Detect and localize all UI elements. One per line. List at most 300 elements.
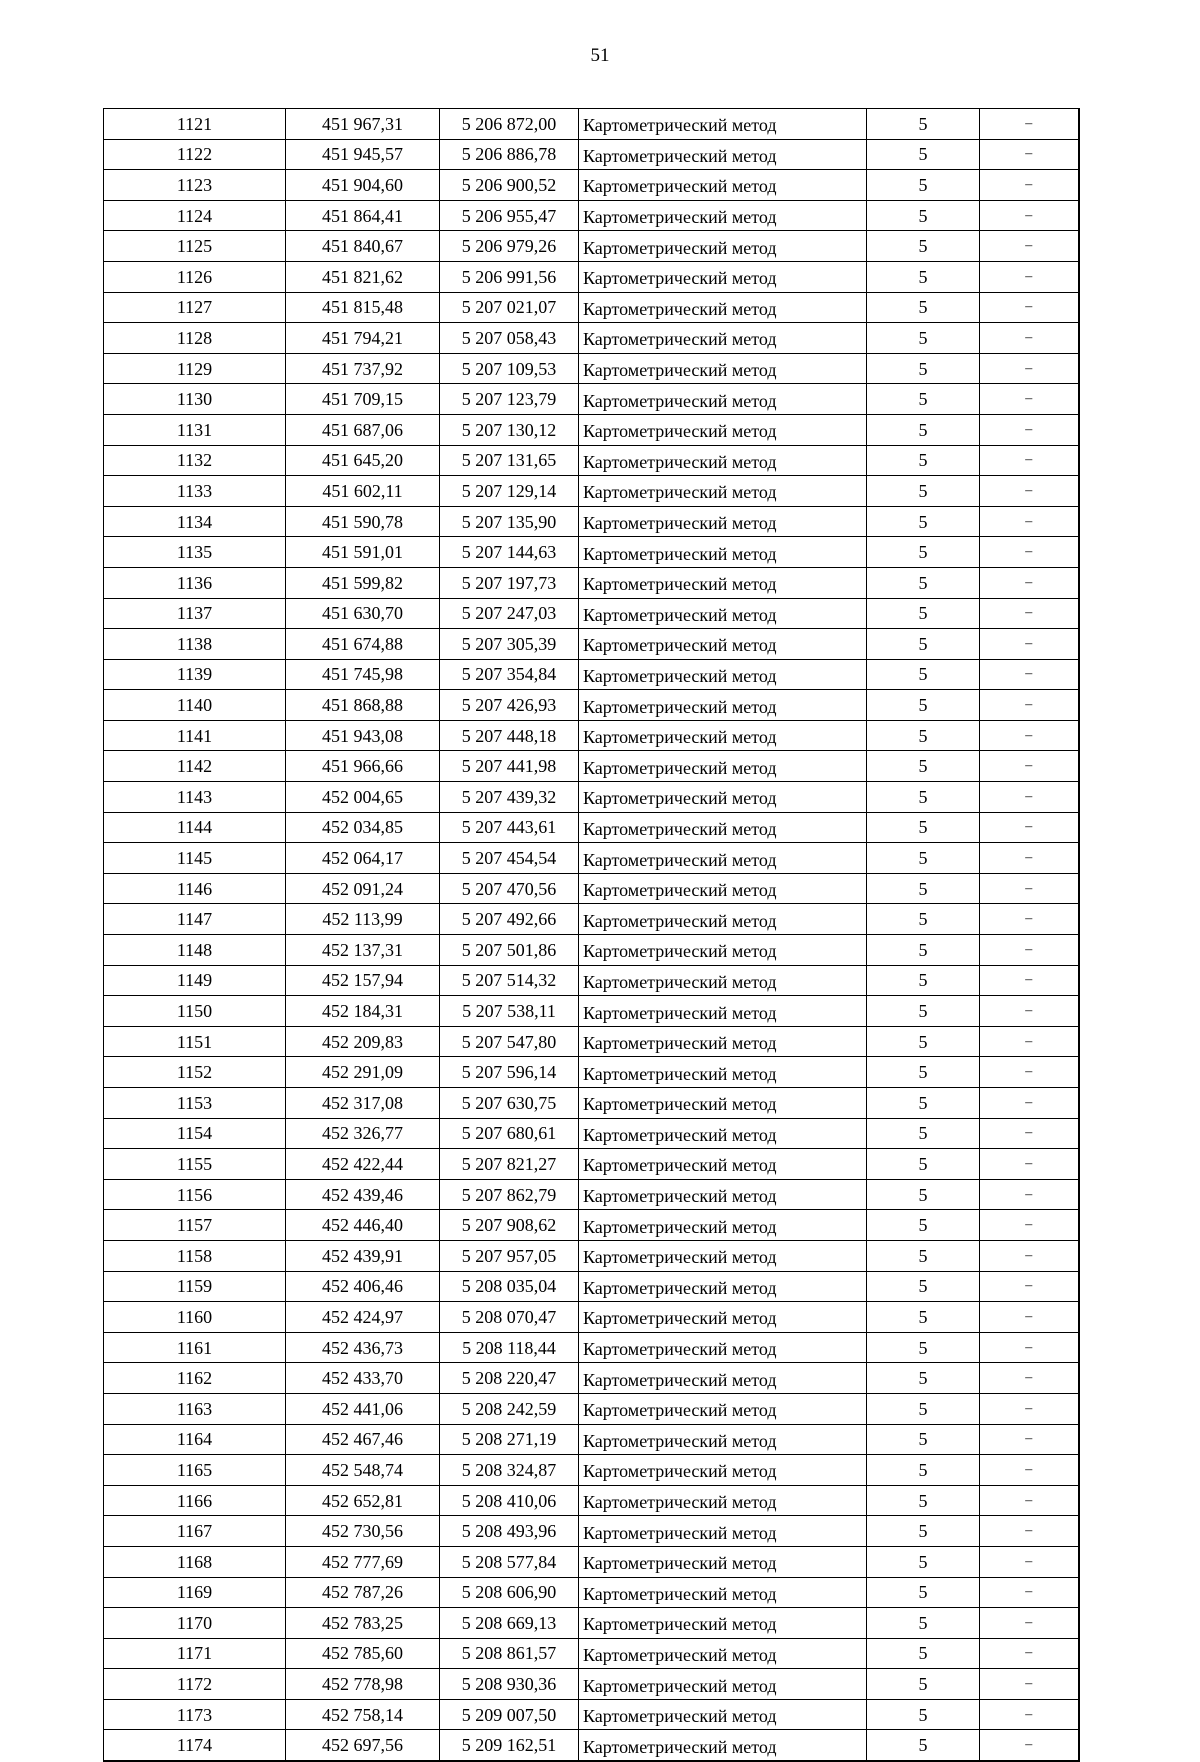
method-cell: Картометрический метод [579,873,867,904]
method-cell: Картометрический метод [579,1546,867,1577]
precision-cell: 5 [867,1118,980,1149]
note-cell: – [980,720,1079,751]
method-cell: Картометрический метод [579,659,867,690]
point-number-cell: 1148 [104,935,286,966]
x-coordinate-cell: 452 113,99 [286,904,440,935]
table-row [104,904,1079,935]
x-coordinate-cell: 451 945,57 [286,139,440,170]
y-coordinate-cell: 5 207 123,79 [440,384,579,415]
note-cell: – [980,1608,1079,1639]
y-coordinate-cell: 5 208 271,19 [440,1424,579,1455]
x-coordinate-cell: 452 783,25 [286,1608,440,1639]
table-row [104,996,1079,1027]
y-coordinate-cell: 5 207 821,27 [440,1149,579,1180]
x-coordinate-cell: 451 745,98 [286,659,440,690]
x-coordinate-cell: 452 467,46 [286,1424,440,1455]
x-coordinate-cell: 451 967,31 [286,109,440,140]
method-cell: Картометрический метод [579,843,867,874]
point-number-cell: 1138 [104,629,286,660]
x-coordinate-cell: 452 441,06 [286,1393,440,1424]
table-row [104,323,1079,354]
x-coordinate-cell: 451 590,78 [286,506,440,537]
precision-cell: 5 [867,873,980,904]
method-cell: Картометрический метод [579,1577,867,1608]
method-cell: Картометрический метод [579,476,867,507]
table-row [104,720,1079,751]
method-cell: Картометрический метод [579,1271,867,1302]
note-cell: – [980,996,1079,1027]
point-number-cell: 1170 [104,1608,286,1639]
note-cell: – [980,1455,1079,1486]
point-number-cell: 1163 [104,1393,286,1424]
table-row [104,1210,1079,1241]
point-number-cell: 1172 [104,1669,286,1700]
x-coordinate-cell: 452 439,91 [286,1240,440,1271]
x-coordinate-cell: 452 548,74 [286,1455,440,1486]
x-coordinate-cell: 452 439,46 [286,1179,440,1210]
note-cell: – [980,904,1079,935]
y-coordinate-cell: 5 207 109,53 [440,353,579,384]
method-cell: Картометрический метод [579,1363,867,1394]
precision-cell: 5 [867,1210,980,1241]
method-cell: Картометрический метод [579,629,867,660]
note-cell: – [980,1179,1079,1210]
table-row [104,1424,1079,1455]
method-cell: Картометрический метод [579,1210,867,1241]
precision-cell: 5 [867,1026,980,1057]
table-row [104,1179,1079,1210]
point-number-cell: 1153 [104,1088,286,1119]
x-coordinate-cell: 452 326,77 [286,1118,440,1149]
precision-cell: 5 [867,1088,980,1119]
y-coordinate-cell: 5 208 577,84 [440,1546,579,1577]
precision-cell: 5 [867,782,980,813]
method-cell: Картометрический метод [579,1608,867,1639]
note-cell: – [980,1485,1079,1516]
table-row [104,1730,1079,1761]
precision-cell: 5 [867,567,980,598]
precision-cell: 5 [867,1363,980,1394]
y-coordinate-cell: 5 208 606,90 [440,1577,579,1608]
precision-cell: 5 [867,904,980,935]
method-cell: Картометрический метод [579,1302,867,1333]
precision-cell: 5 [867,1546,980,1577]
point-number-cell: 1149 [104,965,286,996]
y-coordinate-cell: 5 206 872,00 [440,109,579,140]
table-row [104,1577,1079,1608]
x-coordinate-cell: 451 966,66 [286,751,440,782]
point-number-cell: 1123 [104,170,286,201]
y-coordinate-cell: 5 208 035,04 [440,1271,579,1302]
precision-cell: 5 [867,843,980,874]
table-row [104,1455,1079,1486]
precision-cell: 5 [867,1332,980,1363]
method-cell: Картометрический метод [579,170,867,201]
x-coordinate-cell: 451 687,06 [286,414,440,445]
point-number-cell: 1152 [104,1057,286,1088]
note-cell: – [980,537,1079,568]
table-row [104,1271,1079,1302]
table-row [104,1393,1079,1424]
point-number-cell: 1136 [104,567,286,598]
table-row [104,506,1079,537]
note-cell: – [980,1240,1079,1271]
point-number-cell: 1139 [104,659,286,690]
point-number-cell: 1160 [104,1302,286,1333]
point-number-cell: 1157 [104,1210,286,1241]
x-coordinate-cell: 452 004,65 [286,782,440,813]
table-row [104,476,1079,507]
x-coordinate-cell: 451 840,67 [286,231,440,262]
y-coordinate-cell: 5 207 439,32 [440,782,579,813]
point-number-cell: 1173 [104,1699,286,1730]
table-row [104,1516,1079,1547]
x-coordinate-cell: 452 406,46 [286,1271,440,1302]
x-coordinate-cell: 452 137,31 [286,935,440,966]
method-cell: Картометрический метод [579,292,867,323]
note-cell: – [980,873,1079,904]
table-row [104,1669,1079,1700]
point-number-cell: 1141 [104,720,286,751]
precision-cell: 5 [867,1608,980,1639]
table-row [104,1240,1079,1271]
note-cell: – [980,965,1079,996]
method-cell: Картометрический метод [579,200,867,231]
precision-cell: 5 [867,445,980,476]
method-cell: Картометрический метод [579,751,867,782]
precision-cell: 5 [867,1179,980,1210]
x-coordinate-cell: 452 422,44 [286,1149,440,1180]
precision-cell: 5 [867,292,980,323]
note-cell: – [980,1699,1079,1730]
note-cell: – [980,1577,1079,1608]
note-cell: – [980,1149,1079,1180]
x-coordinate-cell: 451 645,20 [286,445,440,476]
y-coordinate-cell: 5 209 007,50 [440,1699,579,1730]
point-number-cell: 1156 [104,1179,286,1210]
x-coordinate-cell: 452 778,98 [286,1669,440,1700]
y-coordinate-cell: 5 206 979,26 [440,231,579,262]
y-coordinate-cell: 5 207 454,54 [440,843,579,874]
table-row [104,1608,1079,1639]
note-cell: – [980,843,1079,874]
method-cell: Картометрический метод [579,690,867,721]
precision-cell: 5 [867,323,980,354]
y-coordinate-cell: 5 207 908,62 [440,1210,579,1241]
table-row [104,1546,1079,1577]
y-coordinate-cell: 5 207 862,79 [440,1179,579,1210]
precision-cell: 5 [867,1057,980,1088]
note-cell: – [980,292,1079,323]
y-coordinate-cell: 5 207 547,80 [440,1026,579,1057]
table-row [104,598,1079,629]
y-coordinate-cell: 5 207 680,61 [440,1118,579,1149]
point-number-cell: 1128 [104,323,286,354]
method-cell: Картометрический метод [579,1332,867,1363]
y-coordinate-cell: 5 206 900,52 [440,170,579,201]
y-coordinate-cell: 5 207 144,63 [440,537,579,568]
precision-cell: 5 [867,384,980,415]
y-coordinate-cell: 5 207 492,66 [440,904,579,935]
precision-cell: 5 [867,1240,980,1271]
x-coordinate-cell: 452 317,08 [286,1088,440,1119]
note-cell: – [980,261,1079,292]
y-coordinate-cell: 5 206 991,56 [440,261,579,292]
method-cell: Картометрический метод [579,996,867,1027]
point-number-cell: 1135 [104,537,286,568]
x-coordinate-cell: 451 599,82 [286,567,440,598]
note-cell: – [980,567,1079,598]
point-number-cell: 1142 [104,751,286,782]
x-coordinate-cell: 452 758,14 [286,1699,440,1730]
point-number-cell: 1140 [104,690,286,721]
point-number-cell: 1159 [104,1271,286,1302]
precision-cell: 5 [867,231,980,262]
method-cell: Картометрический метод [579,261,867,292]
method-cell: Картометрический метод [579,414,867,445]
table-row [104,109,1079,140]
point-number-cell: 1147 [104,904,286,935]
y-coordinate-cell: 5 207 514,32 [440,965,579,996]
method-cell: Картометрический метод [579,353,867,384]
table-row [104,873,1079,904]
point-number-cell: 1155 [104,1149,286,1180]
y-coordinate-cell: 5 207 630,75 [440,1088,579,1119]
y-coordinate-cell: 5 208 070,47 [440,1302,579,1333]
note-cell: – [980,1730,1079,1761]
precision-cell: 5 [867,812,980,843]
table-row [104,1149,1079,1180]
y-coordinate-cell: 5 208 324,87 [440,1455,579,1486]
table-row [104,537,1079,568]
note-cell: – [980,1546,1079,1577]
table-row [104,629,1079,660]
point-number-cell: 1121 [104,109,286,140]
x-coordinate-cell: 451 821,62 [286,261,440,292]
method-cell: Картометрический метод [579,1699,867,1730]
precision-cell: 5 [867,261,980,292]
x-coordinate-cell: 452 424,97 [286,1302,440,1333]
y-coordinate-cell: 5 208 118,44 [440,1332,579,1363]
y-coordinate-cell: 5 208 410,06 [440,1485,579,1516]
point-number-cell: 1126 [104,261,286,292]
precision-cell: 5 [867,353,980,384]
precision-cell: 5 [867,170,980,201]
precision-cell: 5 [867,1485,980,1516]
precision-cell: 5 [867,751,980,782]
point-number-cell: 1166 [104,1485,286,1516]
precision-cell: 5 [867,935,980,966]
precision-cell: 5 [867,1424,980,1455]
point-number-cell: 1133 [104,476,286,507]
method-cell: Картометрический метод [579,598,867,629]
method-cell: Картометрический метод [579,720,867,751]
x-coordinate-cell: 451 794,21 [286,323,440,354]
table-row [104,1699,1079,1730]
x-coordinate-cell: 452 091,24 [286,873,440,904]
x-coordinate-cell: 452 433,70 [286,1363,440,1394]
note-cell: – [980,1210,1079,1241]
x-coordinate-cell: 451 737,92 [286,353,440,384]
precision-cell: 5 [867,1516,980,1547]
precision-cell: 5 [867,629,980,660]
x-coordinate-cell: 451 709,15 [286,384,440,415]
method-cell: Картометрический метод [579,1088,867,1119]
x-coordinate-cell: 451 868,88 [286,690,440,721]
x-coordinate-cell: 451 815,48 [286,292,440,323]
note-cell: – [980,1393,1079,1424]
point-number-cell: 1154 [104,1118,286,1149]
page-number: 51 [590,45,610,66]
x-coordinate-cell: 451 904,60 [286,170,440,201]
point-number-cell: 1146 [104,873,286,904]
method-cell: Картометрический метод [579,1057,867,1088]
x-coordinate-cell: 451 864,41 [286,200,440,231]
precision-cell: 5 [867,1577,980,1608]
method-cell: Картометрический метод [579,935,867,966]
note-cell: – [980,414,1079,445]
point-number-cell: 1161 [104,1332,286,1363]
x-coordinate-cell: 452 652,81 [286,1485,440,1516]
y-coordinate-cell: 5 207 441,98 [440,751,579,782]
x-coordinate-cell: 452 436,73 [286,1332,440,1363]
y-coordinate-cell: 5 207 538,11 [440,996,579,1027]
table-row [104,843,1079,874]
table-row [104,1302,1079,1333]
precision-cell: 5 [867,1149,980,1180]
precision-cell: 5 [867,139,980,170]
x-coordinate-cell: 452 064,17 [286,843,440,874]
y-coordinate-cell: 5 207 135,90 [440,506,579,537]
y-coordinate-cell: 5 206 886,78 [440,139,579,170]
y-coordinate-cell: 5 207 247,03 [440,598,579,629]
precision-cell: 5 [867,109,980,140]
note-cell: – [980,1363,1079,1394]
point-number-cell: 1151 [104,1026,286,1057]
note-cell: – [980,659,1079,690]
table-row [104,567,1079,598]
method-cell: Картометрический метод [579,1240,867,1271]
table-row [104,170,1079,201]
method-cell: Картометрический метод [579,782,867,813]
note-cell: – [980,109,1079,140]
precision-cell: 5 [867,996,980,1027]
precision-cell: 5 [867,1455,980,1486]
point-number-cell: 1162 [104,1363,286,1394]
x-coordinate-cell: 451 943,08 [286,720,440,751]
method-cell: Картометрический метод [579,1638,867,1669]
table-row [104,1088,1079,1119]
note-cell: – [980,323,1079,354]
x-coordinate-cell: 452 785,60 [286,1638,440,1669]
point-number-cell: 1144 [104,812,286,843]
table-row [104,414,1079,445]
note-cell: – [980,1088,1079,1119]
point-number-cell: 1164 [104,1424,286,1455]
x-coordinate-cell: 452 209,83 [286,1026,440,1057]
note-cell: – [980,1424,1079,1455]
table-row [104,261,1079,292]
table-row [104,812,1079,843]
note-cell: – [980,139,1079,170]
x-coordinate-cell: 452 697,56 [286,1730,440,1761]
table-row [104,1118,1079,1149]
table-row [104,292,1079,323]
method-cell: Картометрический метод [579,109,867,140]
table-row [104,445,1079,476]
point-number-cell: 1168 [104,1546,286,1577]
point-number-cell: 1143 [104,782,286,813]
point-number-cell: 1132 [104,445,286,476]
table-row [104,1057,1079,1088]
coordinates-table [103,108,1080,1762]
point-number-cell: 1134 [104,506,286,537]
precision-cell: 5 [867,200,980,231]
x-coordinate-cell: 452 787,26 [286,1577,440,1608]
note-cell: – [980,200,1079,231]
precision-cell: 5 [867,506,980,537]
table-row [104,139,1079,170]
point-number-cell: 1124 [104,200,286,231]
precision-cell: 5 [867,1638,980,1669]
y-coordinate-cell: 5 207 957,05 [440,1240,579,1271]
method-cell: Картометрический метод [579,904,867,935]
y-coordinate-cell: 5 207 058,43 [440,323,579,354]
table-row [104,1363,1079,1394]
y-coordinate-cell: 5 207 501,86 [440,935,579,966]
note-cell: – [980,231,1079,262]
note-cell: – [980,1332,1079,1363]
note-cell: – [980,353,1079,384]
y-coordinate-cell: 5 207 426,93 [440,690,579,721]
method-cell: Картометрический метод [579,1485,867,1516]
y-coordinate-cell: 5 207 305,39 [440,629,579,660]
note-cell: – [980,476,1079,507]
table-row [104,1485,1079,1516]
point-number-cell: 1129 [104,353,286,384]
method-cell: Картометрический метод [579,1026,867,1057]
method-cell: Картометрический метод [579,1730,867,1761]
note-cell: – [980,1026,1079,1057]
table-row [104,384,1079,415]
x-coordinate-cell: 452 157,94 [286,965,440,996]
precision-cell: 5 [867,476,980,507]
x-coordinate-cell: 451 630,70 [286,598,440,629]
method-cell: Картометрический метод [579,231,867,262]
precision-cell: 5 [867,1271,980,1302]
note-cell: – [980,1271,1079,1302]
table-row [104,231,1079,262]
method-cell: Картометрический метод [579,139,867,170]
note-cell: – [980,1302,1079,1333]
method-cell: Картометрический метод [579,506,867,537]
x-coordinate-cell: 452 034,85 [286,812,440,843]
precision-cell: 5 [867,1699,980,1730]
precision-cell: 5 [867,1393,980,1424]
note-cell: – [980,782,1079,813]
method-cell: Картометрический метод [579,1179,867,1210]
x-coordinate-cell: 451 602,11 [286,476,440,507]
point-number-cell: 1127 [104,292,286,323]
method-cell: Картометрический метод [579,1516,867,1547]
table-row [104,200,1079,231]
precision-cell: 5 [867,1302,980,1333]
precision-cell: 5 [867,1669,980,1700]
method-cell: Картометрический метод [579,323,867,354]
table-row [104,751,1079,782]
table-row [104,1332,1079,1363]
table-row [104,353,1079,384]
